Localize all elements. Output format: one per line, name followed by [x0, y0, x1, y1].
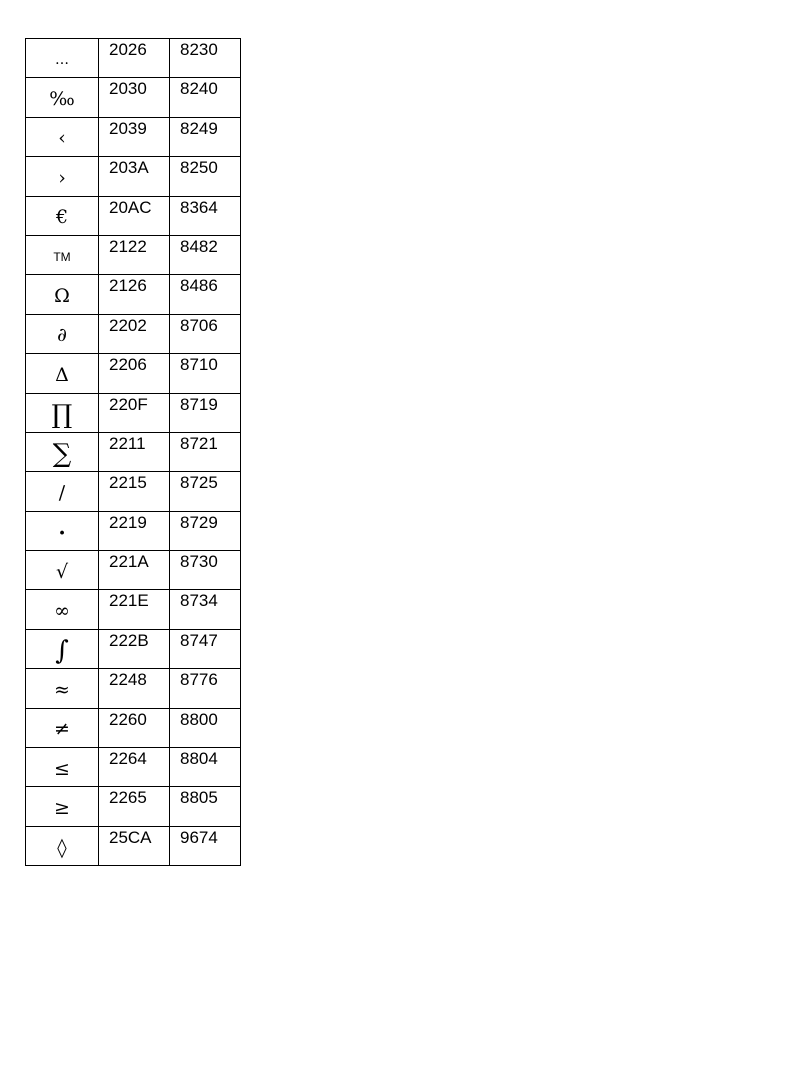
decimal-code-cell: 8804	[170, 748, 241, 787]
table-row	[26, 275, 241, 314]
table-row	[26, 393, 241, 432]
decimal-code-cell: 8776	[170, 669, 241, 708]
decimal-code-cell: 8249	[170, 117, 241, 156]
glyph-cell: TM	[26, 235, 99, 274]
decimal-code-cell: 8730	[170, 551, 241, 590]
glyph-cell: ∕	[26, 472, 99, 511]
hex-code-cell: 2264	[99, 748, 170, 787]
decimal-code-cell: 8734	[170, 590, 241, 629]
table-row	[26, 472, 241, 511]
table-row	[26, 354, 241, 393]
hex-code-cell: 2126	[99, 275, 170, 314]
decimal-code-cell: 8364	[170, 196, 241, 235]
table-row	[26, 432, 241, 471]
glyph-cell: ≠	[26, 708, 99, 747]
hex-code-cell: 2206	[99, 354, 170, 393]
table-row	[26, 511, 241, 550]
hex-code-cell: 2265	[99, 787, 170, 826]
table-row	[26, 826, 241, 865]
table-row	[26, 117, 241, 156]
hex-code-cell: 2039	[99, 117, 170, 156]
table-row	[26, 314, 241, 353]
glyph-cell: €	[26, 196, 99, 235]
table-row	[26, 551, 241, 590]
decimal-code-cell: 8747	[170, 629, 241, 668]
table-row	[26, 748, 241, 787]
hex-code-cell: 2260	[99, 708, 170, 747]
decimal-code-cell: 8721	[170, 432, 241, 471]
glyph-cell: ◊	[26, 826, 99, 865]
hex-code-cell: 220F	[99, 393, 170, 432]
table-row	[26, 629, 241, 668]
table-row	[26, 196, 241, 235]
glyph-cell: …	[26, 39, 99, 78]
glyph-cell: Ω	[26, 275, 99, 314]
table-row	[26, 39, 241, 78]
glyph-cell: ∞	[26, 590, 99, 629]
table-row	[26, 590, 241, 629]
table-row	[26, 669, 241, 708]
hex-code-cell: 222B	[99, 629, 170, 668]
character-code-table-body	[26, 39, 241, 866]
decimal-code-cell: 8240	[170, 78, 241, 117]
decimal-code-cell: 8729	[170, 511, 241, 550]
decimal-code-cell: 9674	[170, 826, 241, 865]
decimal-code-cell: 8486	[170, 275, 241, 314]
glyph-cell: ∙	[26, 511, 99, 550]
hex-code-cell: 221E	[99, 590, 170, 629]
hex-code-cell: 2215	[99, 472, 170, 511]
hex-code-cell: 2202	[99, 314, 170, 353]
table-row	[26, 708, 241, 747]
hex-code-cell: 221A	[99, 551, 170, 590]
glyph-cell: √	[26, 551, 99, 590]
hex-code-cell: 2030	[99, 78, 170, 117]
hex-code-cell: 2122	[99, 235, 170, 274]
decimal-code-cell: 8725	[170, 472, 241, 511]
hex-code-cell: 2026	[99, 39, 170, 78]
table-row	[26, 235, 241, 274]
table-row	[26, 157, 241, 196]
decimal-code-cell: 8482	[170, 235, 241, 274]
hex-code-cell: 2248	[99, 669, 170, 708]
decimal-code-cell: 8250	[170, 157, 241, 196]
glyph-cell: ∫	[26, 629, 99, 668]
glyph-cell: ‹	[26, 117, 99, 156]
glyph-cell: ∏	[26, 393, 99, 432]
decimal-code-cell: 8800	[170, 708, 241, 747]
glyph-cell: Δ	[26, 354, 99, 393]
hex-code-cell: 25CA	[99, 826, 170, 865]
glyph-cell: ‰	[26, 78, 99, 117]
glyph-cell: ∑	[26, 432, 99, 471]
glyph-cell: ≤	[26, 748, 99, 787]
decimal-code-cell: 8706	[170, 314, 241, 353]
glyph-cell: ≈	[26, 669, 99, 708]
decimal-code-cell: 8805	[170, 787, 241, 826]
decimal-code-cell: 8719	[170, 393, 241, 432]
table-row	[26, 78, 241, 117]
character-code-table	[25, 38, 241, 866]
glyph-cell: ›	[26, 157, 99, 196]
table-row	[26, 787, 241, 826]
hex-code-cell: 20AC	[99, 196, 170, 235]
decimal-code-cell: 8230	[170, 39, 241, 78]
glyph-cell: ≥	[26, 787, 99, 826]
glyph-cell: ∂	[26, 314, 99, 353]
hex-code-cell: 2211	[99, 432, 170, 471]
hex-code-cell: 2219	[99, 511, 170, 550]
decimal-code-cell: 8710	[170, 354, 241, 393]
hex-code-cell: 203A	[99, 157, 170, 196]
